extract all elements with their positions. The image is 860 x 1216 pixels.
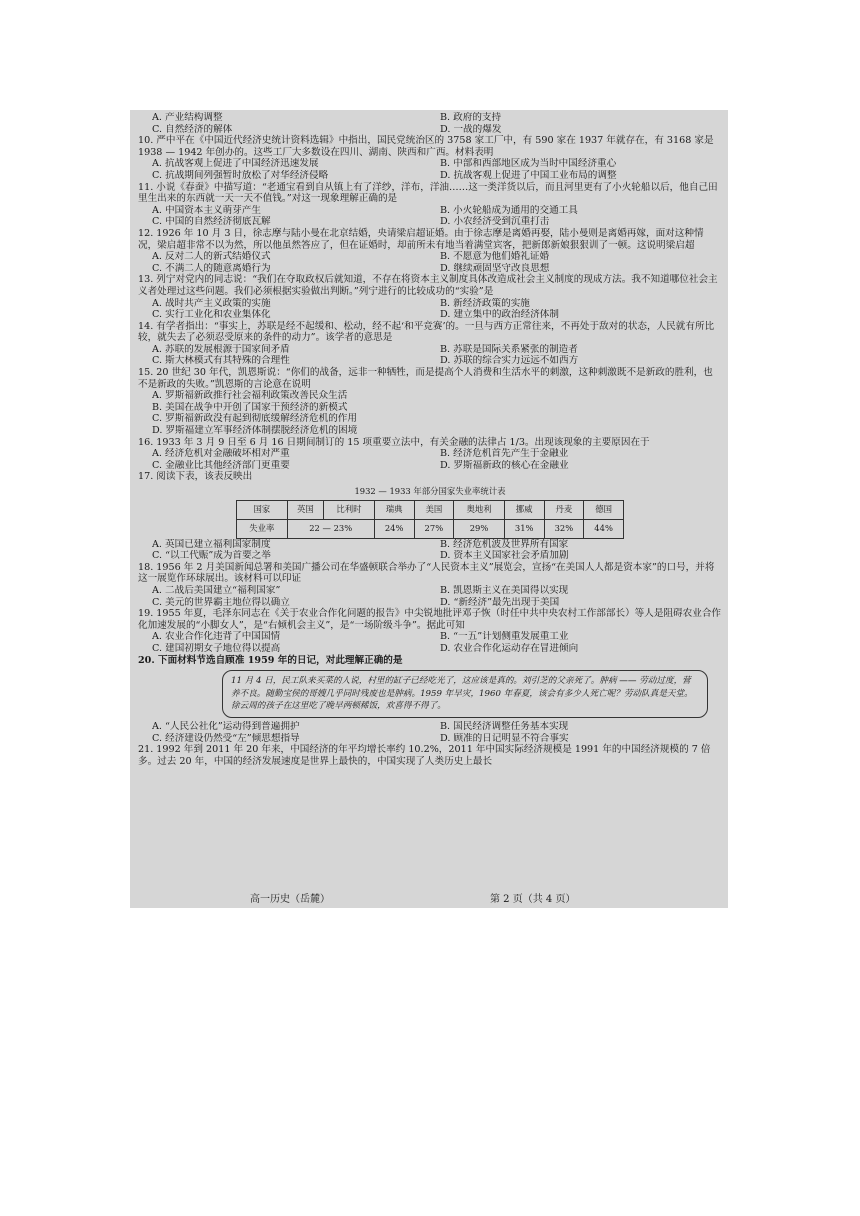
option-c: C. 金融业比其他经济部门更重要: [152, 459, 290, 471]
table-header-cell: 英国: [287, 500, 324, 519]
table-cell: 失业率: [237, 519, 288, 538]
option-c: C. 实行工业化和农业集体化: [152, 309, 271, 321]
question-stem: 12. 1926 年 10 月 3 日，徐志摩与陆小曼在北京结婚，央请梁启超证婚。由于徐志摩是离婚再娶，陆小曼则是离婚再嫁，面对这种情况，梁启超非常不以为然，所以他虽然答应了，但在证婚时，却前所未有地当着满堂宾客，把新郎新娘狠狠训了一顿。这说明梁启超: [138, 227, 704, 251]
table-header-cell: 比利时: [324, 500, 375, 519]
option-c: C. “以工代赈”成为首要之举: [152, 550, 271, 562]
option-c: C. 自然经济的解体: [152, 123, 233, 135]
table-cell: 32%: [544, 519, 584, 538]
question-15: [138, 367, 722, 437]
table-cell: 22 — 23%: [287, 519, 374, 538]
table-cell: 44%: [584, 519, 624, 538]
option-a: A. 苏联的发展根源于国家间矛盾: [152, 343, 290, 355]
option-d: D. 罗斯福建立军事经济体制摆脱经济危机的困境: [152, 425, 358, 437]
question-stem: 15. 20 世纪 30 年代，凯恩斯说：“你们的战备，远非一种牺牲，而是提高个人消费和生活水平的刺激，这种刺激既不是新政的胜利，也不是新政的失败。”凯恩斯的言论意在说明: [138, 367, 713, 390]
exam-content: [138, 112, 722, 767]
option-d: D. 抗战客观上促进了中国工业布局的调整: [440, 169, 617, 181]
question-19: [138, 608, 722, 654]
table-cell: 31%: [504, 519, 544, 538]
question-stem: 13. 列宁对党内的同志说：“我们在夺取政权后就知道，不存在将资本主义制度具体改造成社会主义制度的现成方法。我不知道哪位社会主义者处理过这些问题。我们必须根据实验做出判断。”列宁进行的比较成功的“实验”是: [138, 274, 718, 297]
question-stem: 14. 有学者指出：“事实上，苏联是经不起缓和、松动，经不起‘和平竞赛’的。一旦与西方正常往来，不再处于敌对的状态，人民就有所比较，就失去了必须忍受原来的条件的动力”。该学者的意思是: [138, 320, 715, 344]
option-d: D. 罗斯福新政的核心在金融业: [440, 459, 569, 471]
option-b: B. 国民经济调整任务基本实现: [440, 720, 569, 732]
option-a: A. 农业合作化违背了中国国情: [152, 631, 281, 643]
option-c: C. 抗战期间列强暂时放松了对华经济侵略: [152, 169, 329, 181]
table-header-cell: 德国: [584, 500, 624, 519]
option-a: A. “人民公社化”运动得到普遍拥护: [152, 720, 300, 732]
question-prev-options: [138, 112, 722, 135]
exam-page-photo: [130, 110, 728, 908]
question-20: [138, 655, 722, 745]
option-c: C. 不满二人的随意离婚行为: [152, 262, 271, 274]
table-header-cell: 美国: [414, 500, 454, 519]
option-b: B. 美国在战争中开创了国家干预经济的新模式: [152, 401, 348, 413]
question-stem: 21. 1992 年到 2011 年 20 年来，中国经济的年平均增长率约 10.2%，2011 年中国实际经济规模是 1991 年的中国经济规模的 7 倍多。过去 20 年，中国的经济发展速度是世界上最快的，中国实现了人类历史上最长: [138, 744, 711, 767]
table-title: 1932 — 1933 年部分国家失业率统计表: [354, 486, 506, 496]
question-stem: 10. 严中平在《中国近代经济史统计资料选辑》中指出，国民党统治区的 3758 家工厂中，有 590 家在 1937 年就存在，有 3168 家是 1938 — 1942 年创办的。这些工厂大多数设在四川、湖南、陕西和广西。材料表明: [138, 135, 714, 158]
table-header-cell: 挪威: [504, 500, 544, 519]
option-c: C. 建国初期女子地位得以提高: [152, 642, 281, 654]
table-header-cell: 国家: [237, 500, 288, 519]
option-d: D. 苏联的综合实力远远不如西方: [440, 355, 579, 367]
table-cell: 27%: [414, 519, 454, 538]
option-b: B. “一五”计划侧重发展重工业: [440, 631, 569, 643]
table-header-cell: 瑞典: [374, 500, 414, 519]
option-b: B. 经济危机首先产生于金融业: [440, 448, 569, 460]
option-d: D. 农业合作化运动存在冒进倾向: [440, 642, 579, 654]
footer-page-number: 第 2 页（共 4 页）: [490, 894, 576, 905]
option-b: B. 凯恩斯主义在美国得以实现: [440, 584, 569, 596]
question-stem: 11. 小说《春蚕》中描写道：“老通宝看到自从镇上有了洋纱，洋布，洋油……这一类洋货以后，而且河里更有了小火轮船以后，他自己田里生出来的东西就一天一天不值钱。”对这一现象理解正确的是: [138, 181, 718, 205]
option-a: A. 产业结构调整: [152, 112, 223, 123]
question-21: [138, 744, 722, 767]
question-10: [138, 135, 722, 181]
option-b: B. 经济危机波及世界所有国家: [440, 538, 569, 550]
option-b: B. 中部和西部地区成为当时中国经济重心: [440, 158, 617, 170]
option-b: B. 不愿意为他们婚礼证婚: [440, 251, 550, 263]
question-14: [138, 321, 722, 367]
question-12: [138, 228, 722, 274]
question-stem: 16. 1933 年 3 月 9 日至 6 月 16 日期间制订的 15 项重要立法中，有关金融的法律占 1/3。出现该现象的主要原因在于: [138, 436, 650, 448]
option-d: D. 顾准的日记明显不符合事实: [440, 732, 569, 744]
footer-subject: 高一历史（岳麓）: [250, 894, 330, 905]
table-header-cell: 丹麦: [544, 500, 584, 519]
question-stem: 19. 1955 年夏，毛泽东同志在《关于农业合作化问题的报告》中尖锐地批评邓子恢（时任中共中央农村工作部部长）等人是阻碍农业合作化加速发展的“小脚女人”，是“右倾机会主义”，是“一场阶级斗争”。据此可知: [138, 608, 722, 631]
option-d: D. 继续顽固坚守改良思想: [440, 262, 550, 274]
option-d: D. 建立集中的政治经济体制: [440, 309, 559, 321]
option-a: A. 经济危机对金融破坏相对严重: [152, 448, 290, 460]
table-cell: 24%: [374, 519, 414, 538]
question-11: [138, 182, 722, 228]
option-a: A. 罗斯福新政推行社会福利政策改善民众生活: [152, 390, 348, 402]
question-stem: 20. 下面材料节选自顾准 1959 年的日记，对此理解正确的是: [138, 654, 403, 666]
option-a: A. 反对二人的新式结婚仪式: [152, 251, 271, 263]
option-d: D. 一战的爆发: [440, 123, 502, 135]
question-stem: 18. 1956 年 2 月美国新闻总署和美国广播公司在华盛顿联合举办了“人民资本主义”展览会，宣扬“在美国人人都是资本家”的口号，并将这一展览作环球展出。该材料可以印证: [138, 561, 715, 585]
option-b: B. 新经济政策的实施: [440, 297, 530, 309]
option-a: A. 二战后美国建立“福利国家”: [152, 584, 281, 596]
unemployment-table: [236, 500, 624, 539]
question-17: [138, 471, 722, 561]
option-d: D. 资本主义国家社会矛盾加剧: [440, 550, 569, 562]
option-b: B. 小火轮船成为通用的交通工具: [440, 204, 578, 216]
option-b: B. 苏联是国际关系紧张的制造者: [440, 343, 578, 355]
option-a: A. 战时共产主义政策的实施: [152, 297, 271, 309]
option-d: D. “新经济”最先出现于美国: [440, 596, 560, 608]
option-c: C. 美元的世界霸主地位得以确立: [152, 596, 290, 608]
option-b: B. 政府的支持: [440, 112, 502, 123]
option-c: C. 罗斯福新政没有起到彻底缓解经济危机的作用: [152, 413, 357, 425]
option-c: C. 中国的自然经济彻底瓦解: [152, 216, 271, 228]
diary-excerpt-box: 11 月 4 日，民工队来买菜的人说，村里的缸子已经吃光了，这应该是真的。刘引芝的父亲死了。肿病 —— 劳动过度，营养不良。随勤宝侯的哥嫂几乎同时残废也是肿病。1959 年早灾，1960 年春夏，该会有多少人死亡呢？劳动队真是天堂。徐云周的孩子在这里吃了晚早两顿稀饭，欢喜得不得了。: [222, 670, 708, 718]
option-a: A. 英国已建立福利国家制度: [152, 538, 271, 550]
option-d: D. 小农经济受到沉重打击: [440, 216, 550, 228]
option-c: C. 经济建设仍然受“左”倾思想指导: [152, 732, 300, 744]
table-header-row: [237, 500, 624, 519]
option-a: A. 抗战客观上促进了中国经济迅速发展: [152, 158, 319, 170]
table-header-cell: 奥地利: [454, 500, 505, 519]
option-a: A. 中国资本主义萌芽产生: [152, 204, 261, 216]
question-16: [138, 437, 722, 472]
question-stem: 17. 阅读下表，该表反映出: [138, 471, 253, 483]
question-13: [138, 274, 722, 320]
question-18: [138, 562, 722, 608]
option-c: C. 斯大林模式有其特殊的合理性: [152, 355, 290, 367]
table-row: [237, 519, 624, 538]
table-cell: 29%: [454, 519, 505, 538]
